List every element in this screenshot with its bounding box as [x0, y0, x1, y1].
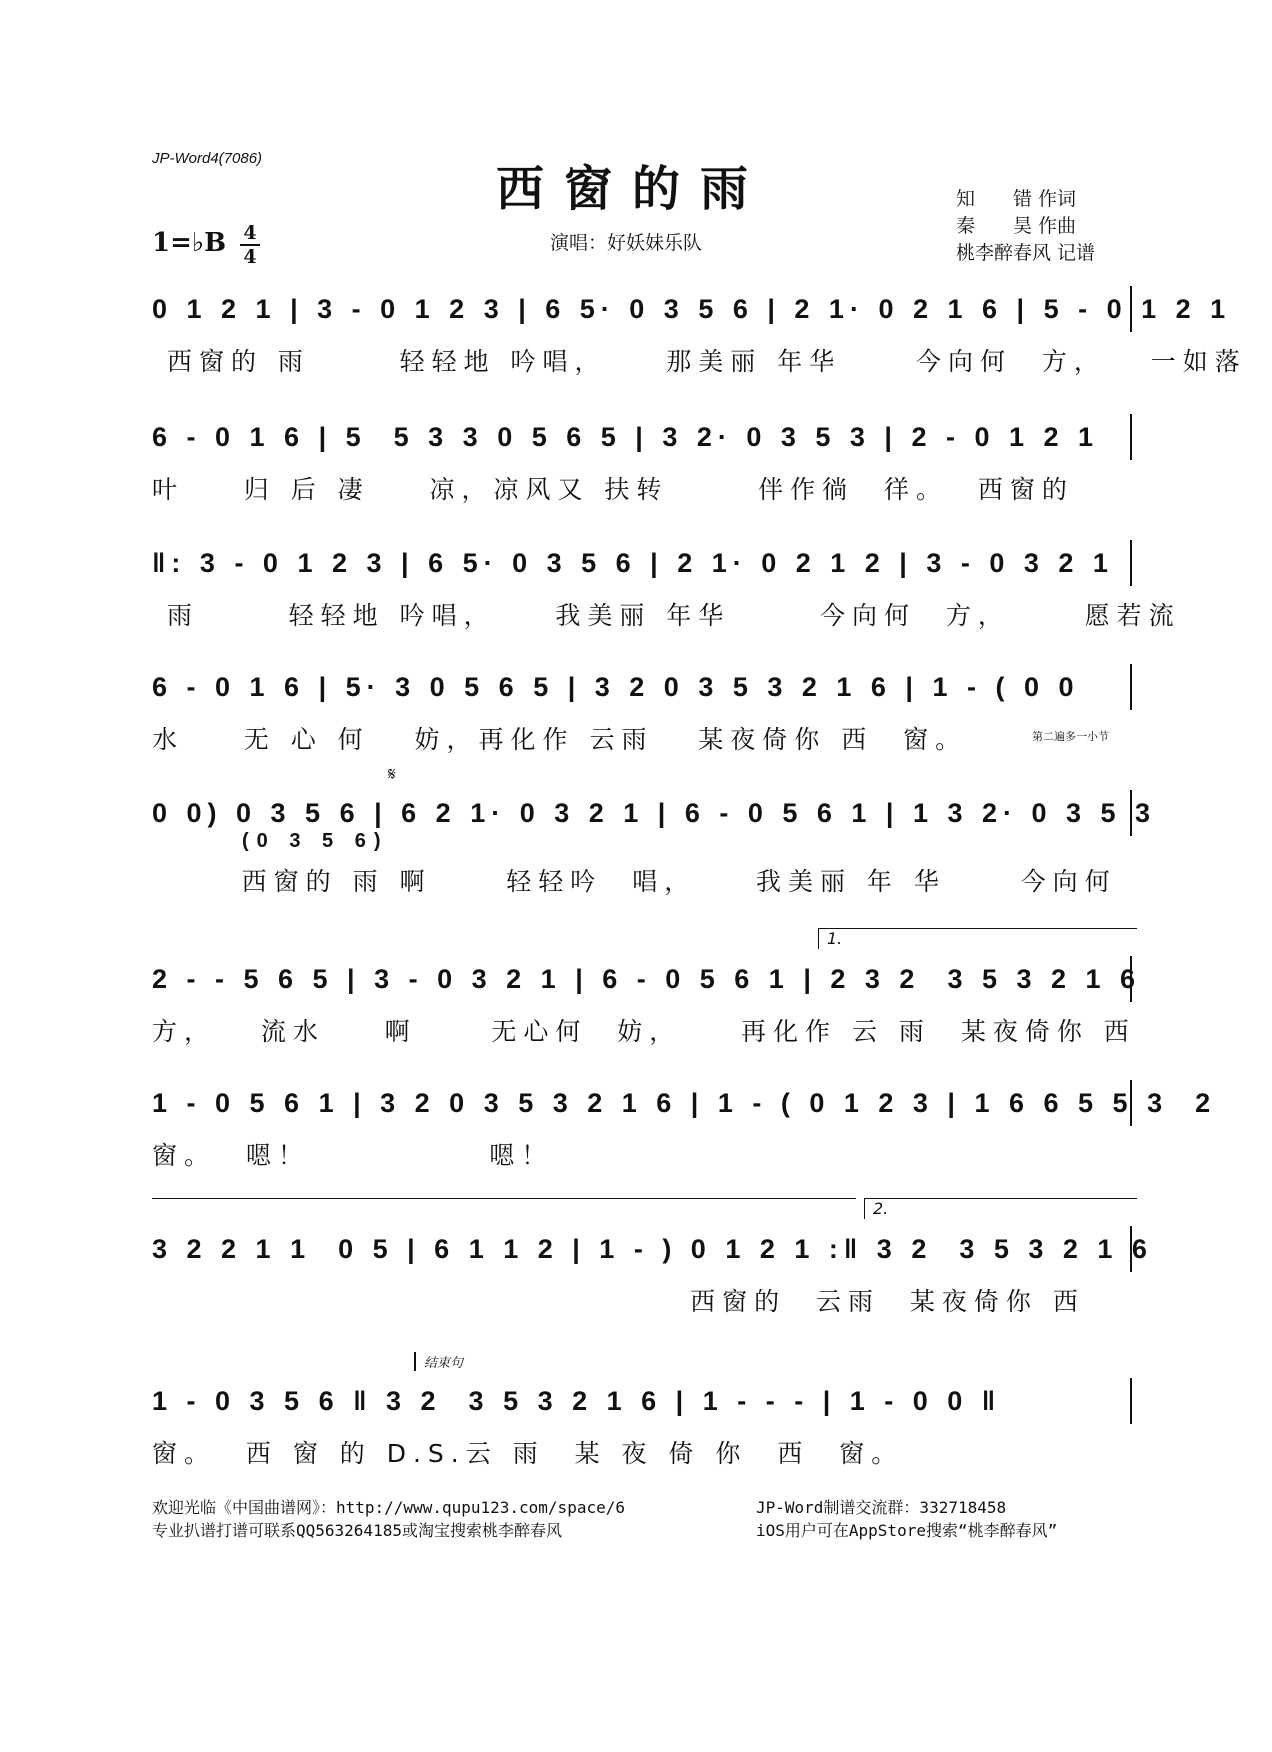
footer-group: JP-Word制谱交流群：332718458 — [756, 1498, 1007, 1517]
footer-contact: 专业扒谱打谱可联系QQ563264185或淘宝搜索桃李醉春风 — [152, 1521, 562, 1540]
time-signature — [240, 223, 260, 267]
footer-website: 欢迎光临《中国曲谱网》：http://www.qupu123.com/space/6 — [152, 1498, 625, 1517]
key-signature: 1=♭B — [152, 228, 227, 258]
song-title: 西窗的雨 — [496, 161, 769, 217]
lyric-line: 窗。 嗯！ 嗯！ — [152, 1141, 554, 1170]
composer-credit: 秦 昊 作曲 — [956, 215, 1077, 237]
lyric-line: 西窗的 雨 啊 轻轻吟 唱， 我美丽 年 华 今向何 — [152, 867, 1117, 896]
notation-line: 0 0) 0 3 5 6 | 6 2 1· 0 3 2 1 | 6 - 0 5 6 1 | 1 3 2· 0 3 5 3 — [152, 790, 1132, 836]
footer-ios: iOS用户可在AppStore搜索“桃李醉春风” — [756, 1521, 1058, 1540]
footer-left — [152, 1496, 625, 1542]
notation-line: 2 - - 5 6 5 | 3 - 0 3 2 1 | 6 - 0 5 6 1 | 2 3 2 3 5 3 2 1 6 — [152, 956, 1132, 1002]
notation-line: 6 - 0 1 6 | 5 5 3 3 0 5 6 5 | 3 2· 0 3 5 3 | 2 - 0 1 2 1 — [152, 414, 1132, 460]
volta-1: 1. — [818, 928, 1137, 949]
lyric-line: 西窗的 云雨 某夜倚你 西 — [152, 1287, 1085, 1316]
notation-line: 6 - 0 1 6 | 5· 3 0 5 6 5 | 3 2 0 3 5 3 2 1 6 | 1 - ( 0 0 — [152, 664, 1132, 710]
segno-icon: 𝄋 — [388, 764, 396, 785]
lyric-line: 方， 流水 啊 无心何 妨， 再化作 云 雨 某夜倚你 西 — [152, 1017, 1136, 1046]
lyric-line: 西窗的 雨 轻轻地 吟唱， 那美丽 年华 今向何 方， 一如落 — [152, 347, 1247, 376]
singer-credit: 演唱：好妖妹乐队 — [550, 232, 703, 254]
lyric-line: 窗。 西 窗 的 D.S.云 雨 某 夜 倚 你 西 窗。 — [152, 1439, 904, 1468]
transcriber-credit: 桃李醉春风 记谱 — [956, 242, 1096, 264]
ending-label: 结束句 — [414, 1352, 463, 1371]
lyric-line: 雨 轻轻地 吟唱， 我美丽 年华 今向何 方， 愿若流 — [152, 601, 1181, 630]
volta-2: 2. — [864, 1198, 1137, 1219]
lyric-line: 水 无 心 何 妨，再化作 云雨 某夜倚你 西 窗。 — [152, 725, 968, 754]
notation-line: 1 - 0 3 5 6 ‖ 3 2 3 5 3 2 1 6 | 1 - - - | 1 - 0 0 ‖ — [152, 1378, 1132, 1424]
notation-line: ‖: 3 - 0 1 2 3 | 6 5· 0 3 5 6 | 2 1· 0 2 1 2 | 3 - 0 3 2 1 — [152, 540, 1132, 586]
volta-1-continuation — [152, 1198, 856, 1219]
time-signature-top: 4 — [243, 222, 257, 244]
footer-right — [756, 1496, 1057, 1542]
lyric-line: 叶 归 后 凄 凉，凉风又 扶转 伴作徜 徉。 西窗的 — [152, 475, 1074, 504]
notation-line: 0 1 2 1 | 3 - 0 1 2 3 | 6 5· 0 3 5 6 | 2 1· 0 2 1 6 | 5 - 0 1 2 1 — [152, 286, 1132, 332]
source-tag: JP-Word4(7086) — [152, 150, 263, 167]
lyricist-credit: 知 错 作词 — [956, 188, 1077, 210]
credits-block — [956, 186, 1095, 267]
notation-line: 3 2 2 1 1 0 5 | 6 1 1 2 | 1 - ) 0 1 2 1 :‖ 3 2 3 5 3 2 1 6 — [152, 1226, 1132, 1272]
second-time-note: 第二遍多一小节 — [1032, 730, 1109, 743]
alternate-notes: (0 3 5 6) — [242, 830, 389, 852]
time-signature-bottom: 4 — [243, 246, 257, 268]
notation-line: 1 - 0 5 6 1 | 3 2 0 3 5 3 2 1 6 | 1 - ( 0 1 2 3 | 1 6 6 5 5 3 2 — [152, 1080, 1132, 1126]
